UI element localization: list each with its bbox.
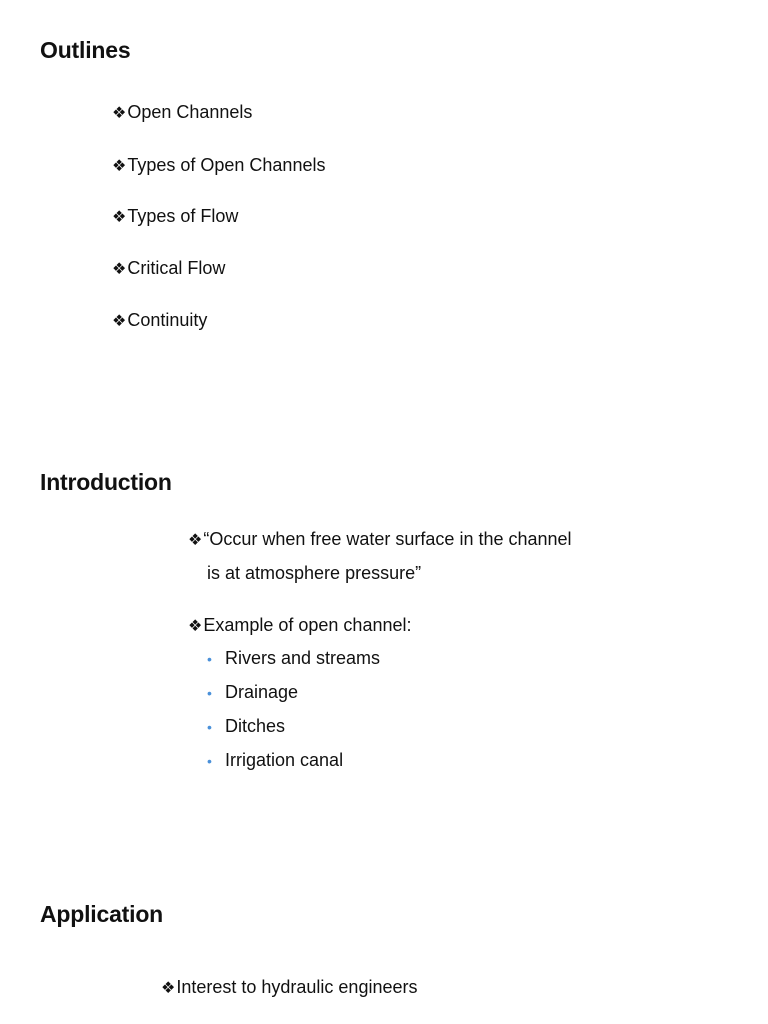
outline-item-types-of-flow — [112, 206, 238, 227]
dot-bullet-icon: • — [207, 719, 212, 735]
example-item-label: Drainage — [225, 682, 299, 702]
example-item-label: Rivers and streams — [225, 648, 381, 668]
example-item-drainage — [207, 682, 298, 703]
outline-item-label: Continuity — [127, 310, 208, 330]
dot-bullet-icon: • — [207, 685, 212, 701]
outline-item-label: Critical Flow — [127, 258, 226, 278]
application-item-label: Interest to hydraulic engineers — [176, 977, 418, 997]
example-item-ditches — [207, 716, 285, 737]
diamond-bullet-icon: ❖ — [188, 530, 203, 549]
outline-item-label: Types of Open Channels — [127, 155, 326, 175]
example-label — [188, 615, 412, 636]
introduction-heading: Introduction — [40, 469, 172, 495]
dot-bullet-icon: • — [207, 753, 212, 769]
diamond-bullet-icon: ❖ — [112, 311, 127, 330]
example-label-text: Example of open channel: — [203, 615, 412, 635]
example-item-label: Ditches — [225, 716, 286, 736]
definition-line-1: “Occur when free water surface in the channel — [203, 529, 572, 549]
application-heading: Application — [40, 901, 164, 927]
diamond-bullet-icon: ❖ — [112, 103, 127, 122]
diamond-bullet-icon: ❖ — [188, 616, 203, 635]
definition-line-2: is at atmosphere pressure” — [207, 563, 422, 583]
diamond-bullet-icon: ❖ — [112, 259, 127, 278]
outline-item-label: Types of Flow — [127, 206, 239, 226]
example-item-label: Irrigation canal — [225, 750, 344, 770]
outline-item-critical-flow — [112, 258, 225, 279]
introduction-definition — [188, 529, 572, 550]
diamond-bullet-icon: ❖ — [112, 156, 127, 175]
outline-item-open-channels — [112, 102, 252, 123]
diamond-bullet-icon: ❖ — [112, 207, 127, 226]
outline-item-label: Open Channels — [127, 102, 253, 122]
application-item-hydraulic-engineers — [161, 977, 417, 998]
diamond-bullet-icon: ❖ — [161, 978, 176, 997]
outlines-heading: Outlines — [40, 37, 131, 63]
example-item-irrigation-canal — [207, 750, 343, 771]
dot-bullet-icon: • — [207, 651, 212, 667]
outline-item-types-of-open-channels — [112, 155, 325, 176]
outline-item-continuity — [112, 310, 207, 331]
example-item-rivers — [207, 648, 380, 669]
